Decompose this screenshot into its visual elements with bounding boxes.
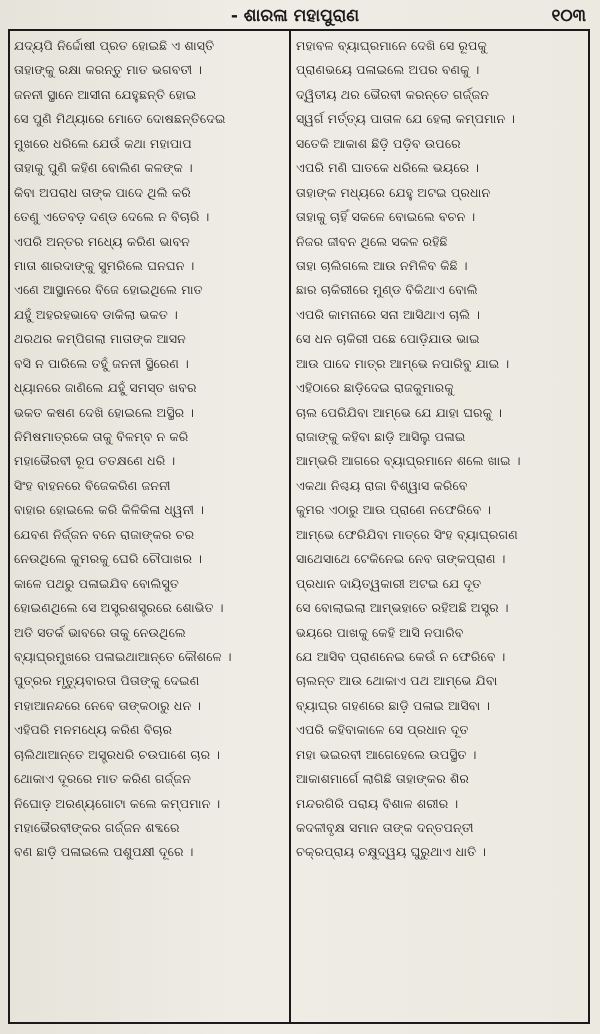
verse-line: ଜନନୀ ସ୍ଥାନେ ଆସୀନା ଯେହୁଛନ୍ତି ହୋଇ <box>14 86 197 102</box>
verse-line: ଯେ ଆସିବ ପ୍ରାଣନେଇ କେଉଁ ନ ଫେରିବେ । <box>296 648 506 664</box>
verse-line: ସେ ପୁଣି ମିଥ୍ୟାରେ ମୋତେ ଦୋଷଛନ୍ତିଦେଇ <box>14 111 226 127</box>
verse-line: ମହା ଭଇରବୀ ଆଗେହେଲେ ଉପସ୍ଥିତ । <box>296 746 477 762</box>
page-number: ୧୦୩ <box>551 6 586 26</box>
verse-line: ମାତା ଶାରଦାଙ୍କୁ ସୁମରିଲେ ଘନଘନ । <box>14 257 195 273</box>
verse-line: ନିଘୋଡ଼ ଅରଣ୍ୟଗୋଟା କଲେ କମ୍ପମାନ । <box>14 795 221 811</box>
verse-line: ଆକାଶମାର୍ଗେ ଲାଗିଛି ତାହାଙ୍କର ଶିର <box>296 771 470 787</box>
verse-line: ମହାବଳ ବ୍ୟାଘ୍ରମାନେ ଦେଖି ସେ ରୂପକୁ <box>296 38 487 53</box>
verse-line: ଧ୍ୟାନରେ ଜାଣିଲେ ଯହୁଁ ସମସ୍ତ ଖବର <box>14 380 197 396</box>
verse-line: ସେ ଧନ ଚାକିରୀ ପଛେ ପୋଡ଼ିଯାଉ ଭାଇ <box>296 331 480 347</box>
verse-line: ମହାଭୈରବୀ ରୂପ ତତକ୍ଷଣେ ଧରି । <box>14 453 176 469</box>
verse-line: ଆଉ ପାଦେ ମାତ୍ର ଆମ୍ଭେ ନପାରିବୁ ଯାଇ । <box>296 355 510 371</box>
verse-line: ମହାଆନନ୍ଦରେ ନେବେ ତାଙ୍କଠାରୁ ଧନ । <box>14 697 202 713</box>
verse-line: ତାହାକୁ ପୁଣି କହିଣ ବୋଲିଣ କଳଙ୍କ । <box>14 160 193 176</box>
verse-line: ଚାଲ ପେରିଯିବା ଆମ୍ଭେ ଯେ ଯାହା ଘରକୁ । <box>296 404 502 420</box>
verse-line: ଥରଥର କମ୍ପିଗଲା ମାତାଙ୍କ ଆସନ <box>14 331 186 347</box>
verse-line: ସାଥେସାଥେ ଟେକିନେଇ ନେବ ତାଙ୍କପ୍ରାଣ । <box>296 551 506 567</box>
verse-line: କିବା ଅପରାଧ ତାଙ୍କ ପାଦେ ଥିଲି କରି <box>14 184 191 200</box>
verse-line: ଚାଲିଥାଆନ୍ତେ ଅସ୍ତ୍ରଧରି ଚଉପାଶେ ଚାର । <box>14 746 221 762</box>
verse-line: ଯେବଣ ନିର୍ଜ୍ଜନ ବନେ ରାଜାଙ୍କର ଚର <box>14 526 195 542</box>
verse-line: ଏହିଠାରେ ଛାଡ଼ିଦେଇ ରାଜକୁମାରକୁ <box>296 380 454 396</box>
verse-line: ଭୟରେ ପାଖକୁ କେହି ଆସି ନପାରିବ <box>296 624 464 640</box>
verse-line: ଏପରି କାମନାରେ ସନା ଆସିଥାଏ ଚାଲି । <box>296 306 481 322</box>
verse-line: କଦଳୀବୃକ୍ଷ ସମାନ ତାଙ୍କ ଦନ୍ତପନ୍ତୀ <box>296 820 474 835</box>
verse-line: ସତେକି ଆକାଶ ଛିଡ଼ି ପଡ଼ିବ ଉପରେ <box>296 135 461 151</box>
verse-line: କୁମର ଏଠାରୁ ଆଉ ପ୍ରାଣେ ନଫେରିବେ । <box>296 502 492 518</box>
verse-line: ମହାଭୈରବୀଙ୍କର ଗର୍ଜ୍ଜନ ଶବ୍ଦରେ <box>14 820 180 835</box>
verse-line: ମୁଖରେ ଧରିଲେ ଯେଉଁ କଥା ମହାପାପ <box>14 135 192 151</box>
verse-line: ଯହୁଁ ଅହରହଭାବେ ଡାକିଲା ଭକତ । <box>14 306 178 322</box>
verse-line: ଏଣେ ଆସ୍ଥାନରେ ବିଜେ ହୋଇଥିଲେ ମାତ <box>14 282 203 298</box>
verse-line: ବାହାର ହୋଇଲେ କରି କିଳିକିଳା ଧ୍ୱନୀ । <box>14 502 204 518</box>
verse-line: ବସି ନ ପାରିଲେ ତହୁଁ ଜନନୀ ସ୍ଥିରେଣ । <box>14 355 189 371</box>
verse-line: ହୋଇଣଥିଲେ ସେ ଅସ୍ତ୍ରଶସ୍ତ୍ରରେ ଶୋଭିତ । <box>14 600 224 616</box>
verse-line: ଯଦ୍ୟପି ନିର୍ଦ୍ଦୋଷୀ ପ୍ରତ ହୋଇଛି ଏ ଶାସ୍ତି <box>14 38 215 53</box>
verse-line: ତାହା ଚାଲିଗଲେ ଆଉ ନମିଳିବ କିଛି । <box>296 257 468 273</box>
verse-line: ତାହାକୁ ଚାହିଁ ସକଳେ ବୋଇଲେ ବଚନ । <box>296 209 476 225</box>
verse-line: ଚକ୍ରପ୍ରାୟ ଚକ୍ଷୁଦ୍ୱୟ ଘୁରୁଥାଏ ଧାତି । <box>296 844 487 860</box>
verse-line: ପ୍ରଧାନ ଦାୟିତ୍ୱକାରୀ ଅଟଇ ଯେ ଦୂତ <box>296 575 482 591</box>
verse-line: ରାଜାଙ୍କୁ କହିବା ଛାଡ଼ି ଆସିଲୁ ପଳାଇ <box>296 429 466 444</box>
verse-line: ଏହିପରି ମନମଧ୍ୟେ କରିଣ ବିଚାର <box>14 722 173 738</box>
verse-line: ତେଣୁ ଏତେବଡ଼ ଦଣ୍ଡ ଦେଲେ ନ ବିଚାରି । <box>14 209 210 225</box>
right-column <box>296 34 586 865</box>
verse-line: ଆମ୍ଭେ ଫେରିଯିବା ମାତ୍ରେ ସିଂହ ବ୍ୟାଘ୍ରଗଣ <box>296 526 518 542</box>
verse-line: ତାହାଙ୍କୁ ରକ୍ଷା କରନ୍ତୁ ମାତ ଭଗବତୀ । <box>14 62 203 78</box>
verse-line: ଆମ୍ଭରି ଆଗରେ ବ୍ୟାଘ୍ରମାନେ ଶଲେ ଖାଇ । <box>296 453 521 469</box>
verse-line: ନେଉଥିଲେ କୁମରକୁ ଘେରି ଚୌପାଖର । <box>14 551 202 567</box>
verse-line: ବ୍ୟାଘ୍ର ଗହଣରେ ଛାଡ଼ି ପଳାଇ ଆସିବା । <box>296 697 491 713</box>
verse-line: ନିଜର ଜୀବନ ଥିଲେ ସକଳ ରହିଛି <box>296 233 448 249</box>
verse-line: ସେ ବୋଲାଇଲା ଆମ୍ଭହାତେ ରହିଅଛି ଅସ୍ତ୍ର । <box>296 600 509 616</box>
verse-line: ବଣ ଛାଡ଼ି ପଳାଇଲେ ପଶୁପକ୍ଷୀ ଦୂରେ । <box>14 844 194 860</box>
verse-line: ବ୍ୟାଘ୍ରମୁଖରେ ପଳାଇଥାଆନ୍ତେ କୌଶଳେ । <box>14 648 232 664</box>
verse-line: ଥୋକାଏ ଦୂରରେ ମାତ କରିଣ ଗର୍ଜ୍ଜନ <box>14 771 192 787</box>
running-title: - ଶାରଳା ମହାପୁରାଣ <box>230 6 360 26</box>
verse-line: ସ୍ୱର୍ଗ ମର୍ତ୍ତ୍ୟ ପାତାଳ ଯେ ହେଲା କମ୍ପମାନ । <box>296 111 516 127</box>
verse-line: ଭକତ କଷଣ ଦେଖି ହୋଇଲେ ଅସ୍ଥିର । <box>14 404 195 420</box>
verse-line: ଅତି ସତର୍କ ଭାବରେ ତାକୁ ନେଉଥିଲେ <box>14 624 186 640</box>
column-divider <box>289 29 291 1024</box>
verse-line: ପୁତ୍ରର ମୃତ୍ୟୁବାରତା ପିତାଙ୍କୁ ଦେଇଣ <box>14 673 200 689</box>
verse-line: ଚାଲନ୍ତ ଆଉ ଥୋକାଏ ପଥ ଆମ୍ଭେ ଯିବା <box>296 673 498 689</box>
verse-line: ଏପରି ଅନ୍ତର ମଧ୍ୟେ କରିଣ ଭାବନ <box>14 233 190 249</box>
left-column <box>14 34 286 865</box>
verse-line: ଏପରି ମଣି ଘାତକେ ଧରିଲେ ଭୟରେ । <box>296 160 480 176</box>
verse-line: ସିଂହ ବାହନରେ ବିଜେକରିଣ ଜନନୀ <box>14 477 171 493</box>
verse-line: ଏପରି କହିବାକାଳେ ସେ ପ୍ରଧାନ ଦୂତ <box>296 722 469 738</box>
verse-line: ମନ୍ଦରଗିରି ପରାୟ ବିଶାଳ ଶରୀର । <box>296 795 459 811</box>
verse-line: ନିମିଷମାତ୍ରକେ ତାକୁ ବିଳମ୍ବ ନ କରି <box>14 429 189 444</box>
page-header <box>0 4 600 28</box>
verse-line: ଏକଥା ନିଶ୍ଚୟ ରାଜା ବିଶ୍ୱାସ କରିବେ <box>296 477 468 493</box>
verse-line: ପ୍ରାଣଭୟେ ପଳାଇଲେ ଅପର ବଣକୁ । <box>296 62 480 78</box>
verse-line: ଛାର ଚାକିରୀରେ ମୁଣ୍ଡ ବିକିଥାଏ ବୋଲି <box>296 282 478 298</box>
verse-line: ଦ୍ୱିତୀୟ ଥର ଭୈରବୀ କରନ୍ତେ ଗର୍ଜ୍ଜନ <box>296 86 490 102</box>
verse-line: କାଳେ ପଥରୁ ପଳାଇଯିବ ବୋଲିସୁତ <box>14 575 179 591</box>
verse-line: ତାହାଙ୍କ ମଧ୍ୟରେ ଯେହୁ ଅଟଇ ପ୍ରଧାନ <box>296 184 491 200</box>
